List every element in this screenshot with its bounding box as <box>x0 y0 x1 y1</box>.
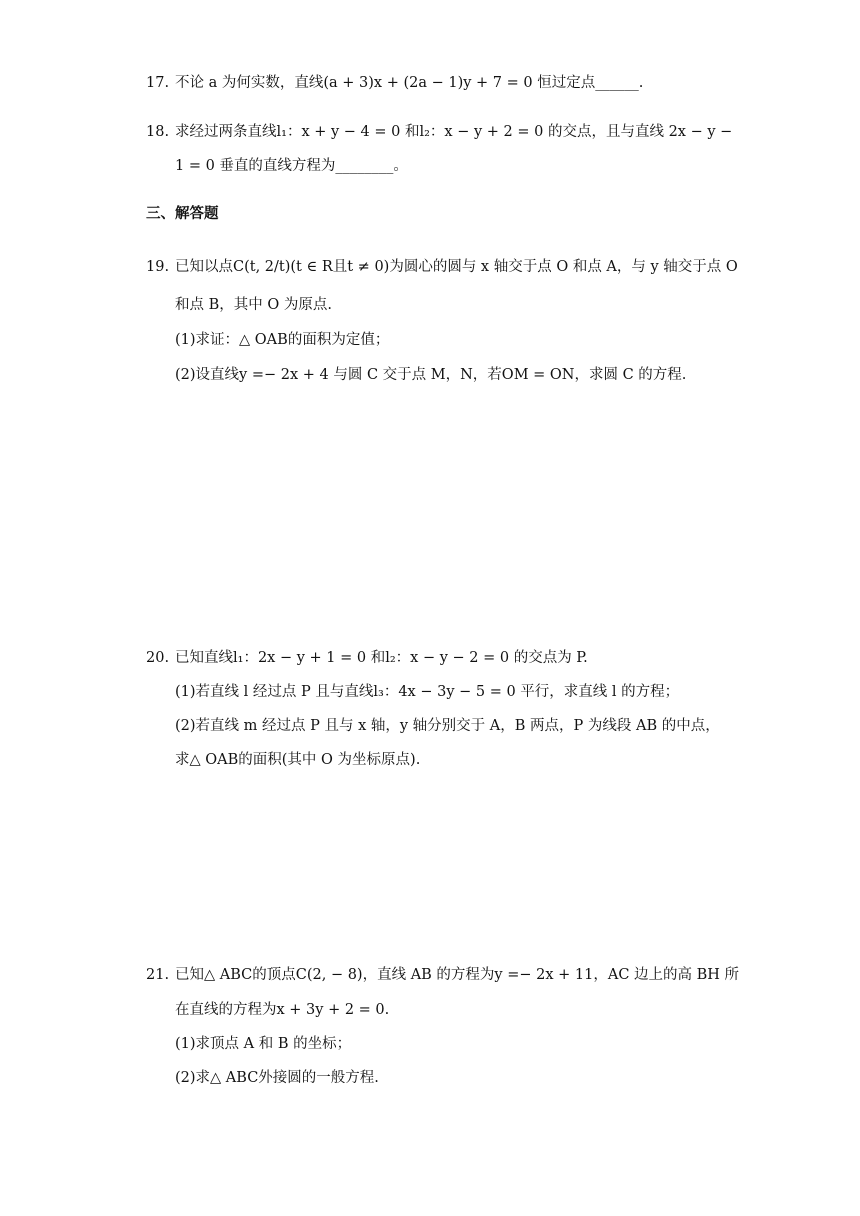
question-20-line-1: 已知直线l₁：2x − y + 1 = 0 和l₂：x − y − 2 = 0 的交点为 P. <box>175 650 588 666</box>
question-19-part-2: (2)设直线y =− 2x + 4 与圆 C 交于点 M，N，若OM = ON，求圆 C 的方程. <box>175 367 687 383</box>
question-19-line-1: 已知以点C(t, 2/t)(t ∈ R且t ≠ 0)为圆心的圆与 x 轴交于点 O 和点 A，与 y 轴交于点 O <box>175 259 738 275</box>
question-19-part-1: (1)求证：△ OAB的面积为定值； <box>175 332 390 348</box>
question-19-number: 19. <box>146 259 170 275</box>
question-21-number: 21. <box>146 967 170 983</box>
section-heading: 三、解答题 <box>146 206 219 222</box>
question-18-line-1: 求经过两条直线l₁：x + y − 4 = 0 和l₂：x − y + 2 = 0 的交点，且与直线 2x − y − <box>175 124 733 140</box>
question-19-line-2: 和点 B，其中 O 为原点. <box>175 297 332 313</box>
question-20-part-1: (1)若直线 l 经过点 P 且与直线l₃：4x − 3y − 5 = 0 平行，求直线 l 的方程； <box>175 684 680 700</box>
question-17-number: 17. <box>146 75 170 91</box>
question-21-line-1: 已知△ ABC的顶点C(2, − 8)，直线 AB 的方程为y =− 2x + 11，AC 边上的高 BH 所 <box>175 967 740 983</box>
question-17-text: 不论 a 为何实数，直线(a + 3)x + (2a − 1)y + 7 = 0 恒过定点______. <box>175 75 644 91</box>
question-17 <box>146 72 643 94</box>
question-21 <box>146 964 739 986</box>
question-20-part-2: (2)若直线 m 经过点 P 且与 x 轴，y 轴分别交于 A，B 两点，P 为线段 AB 的中点， <box>175 718 720 734</box>
question-18-number: 18. <box>146 124 170 140</box>
question-18 <box>146 121 732 143</box>
question-21-part-2: (2)求△ ABC外接圆的一般方程. <box>175 1070 379 1086</box>
question-18-line-2: 1 = 0 垂直的直线方程为________。 <box>175 158 408 174</box>
question-20-part-2-continued: 求△ OAB的面积(其中 O 为坐标原点). <box>175 752 421 768</box>
question-21-line-2: 在直线的方程为x + 3y + 2 = 0. <box>175 1002 390 1018</box>
question-20 <box>146 647 588 669</box>
question-21-part-1: (1)求顶点 A 和 B 的坐标； <box>175 1036 352 1052</box>
question-19 <box>146 256 738 278</box>
question-20-number: 20. <box>146 650 170 666</box>
